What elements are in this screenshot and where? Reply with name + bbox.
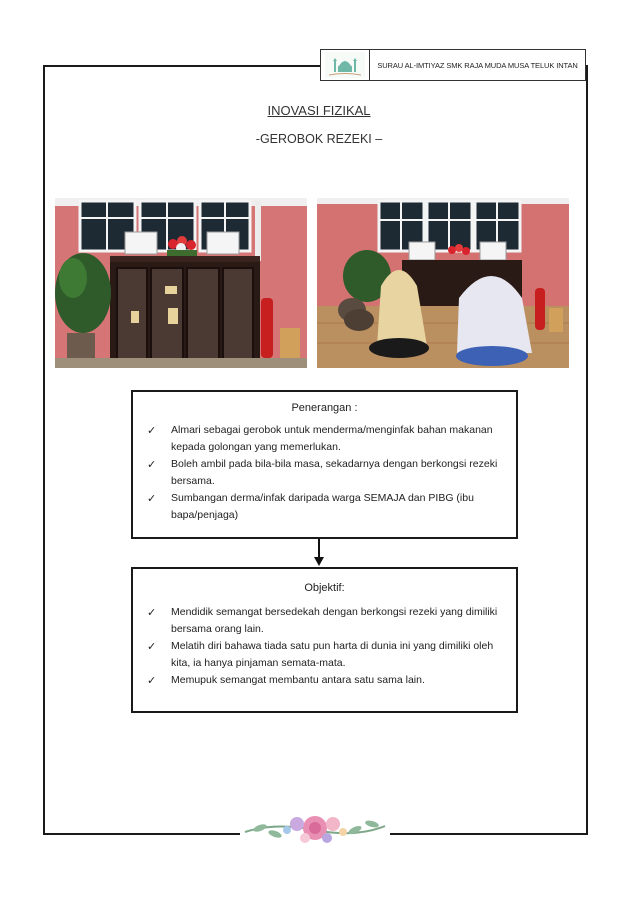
connector-line — [318, 539, 320, 559]
down-arrow-icon — [314, 557, 324, 566]
list-item: ✓ Mendidik semangat bersedekah dengan berkongsi rezeki yang dimiliki bersama orang lain. — [147, 606, 498, 635]
list-item: ✓ Boleh ambil pada bila-bila masa, sekadarnya dengan berkongsi rezeki bersama. — [147, 458, 498, 487]
list-item: ✓ Melatih diri bahawa tiada satu pun harta di dunia ini yang dimiliki oleh kita, ia hanya pinjaman semata-mata. — [147, 640, 494, 669]
check-icon: ✓ — [147, 640, 157, 653]
check-icon: ✓ — [147, 606, 157, 619]
objektif-heading: Objektif: — [304, 582, 345, 594]
list-item: ✓ Sumbangan derma/infak daripada warga SEMAJA dan PIBG (ibu bapa/penjaga) — [147, 492, 474, 521]
check-icon: ✓ — [147, 424, 157, 437]
school-name: SURAU AL-IMTIYAZ SMK RAJA MUDA MUSA TELUK INTAN — [377, 60, 578, 70]
page-subtitle: -GEROBOK REZEKI – — [255, 132, 383, 146]
cabinet-photo — [55, 198, 307, 368]
penerangan-box — [131, 390, 518, 539]
list-item: ✓ Memupuk semangat membantu antara satu sama lain. — [147, 674, 425, 687]
penerangan-heading: Penerangan : — [291, 402, 358, 414]
objektif-box — [131, 567, 518, 713]
floral-ornament-icon — [235, 800, 395, 855]
mosque-logo-icon — [321, 50, 370, 80]
students-photo — [317, 198, 569, 368]
check-icon: ✓ — [147, 674, 157, 687]
check-icon: ✓ — [147, 458, 157, 471]
list-item: ✓ Almari sebagai gerobok untuk menderma/menginfak bahan makanan kepada golongan yang memerlukan. — [147, 424, 493, 453]
page-title: INOVASI FIZIKAL — [267, 103, 371, 118]
header-box — [320, 49, 586, 81]
check-icon: ✓ — [147, 492, 157, 505]
